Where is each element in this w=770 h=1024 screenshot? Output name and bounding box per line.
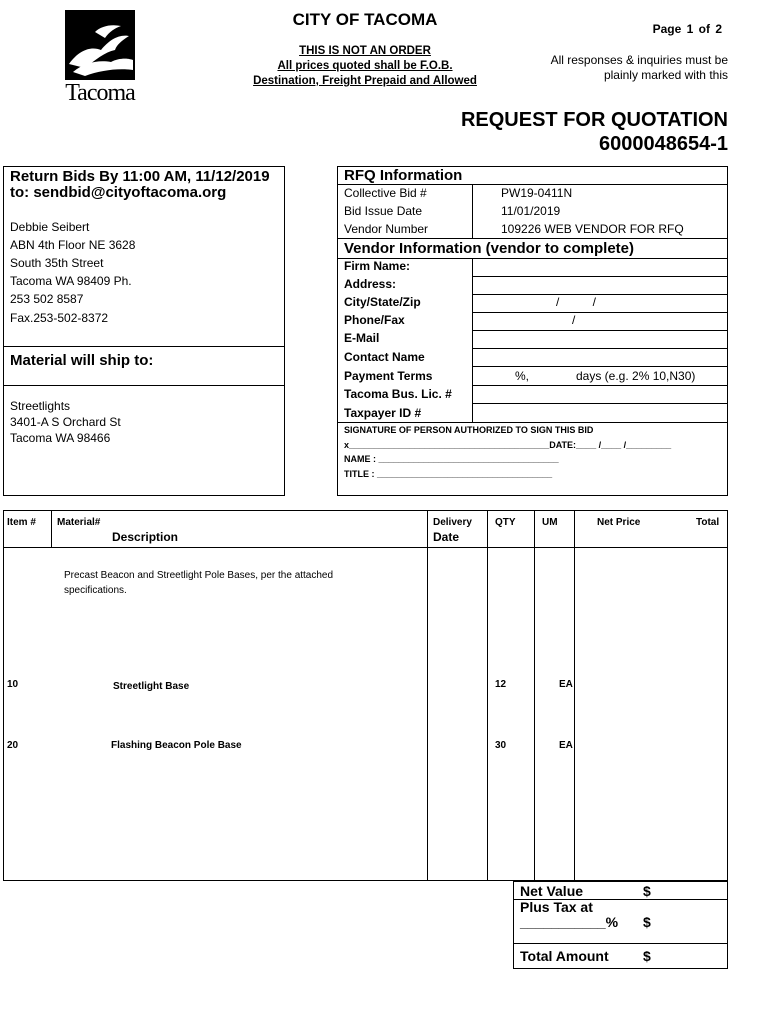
table-row-description: Streetlight Base xyxy=(113,681,190,692)
rfq-info-heading: RFQ Information xyxy=(344,167,463,184)
email-input[interactable] xyxy=(474,332,726,347)
rfq-value: 109226 WEB VENDOR FOR RFQ xyxy=(501,222,684,236)
vendor-field-label: Firm Name: xyxy=(344,259,411,273)
total-amount-label: Total Amount xyxy=(520,948,609,964)
vendor-field-label: Contact Name xyxy=(344,350,425,364)
col-net-price-header: Net Price xyxy=(597,517,641,528)
rfq-label: Bid Issue Date xyxy=(344,204,423,218)
vendor-field-label: Payment Terms xyxy=(344,369,433,383)
col-date-header: Date xyxy=(433,530,460,544)
tax-dollar: $ xyxy=(643,914,651,930)
contact-name-input[interactable] xyxy=(474,350,726,365)
contact-line: Fax.253-502-8372 xyxy=(10,311,109,325)
signature-title-line[interactable]: TITLE : ___________________________________ xyxy=(344,469,553,479)
table-row-item: 20 xyxy=(7,740,19,751)
city-name: CITY OF TACOMA xyxy=(292,10,438,29)
response-line: All responses & inquiries must be xyxy=(550,53,728,67)
rfq-number: 6000048654-1 xyxy=(598,133,728,155)
col-delivery-header: Delivery xyxy=(433,517,472,528)
col-description-header: Description xyxy=(112,530,179,544)
rfq-label: Collective Bid # xyxy=(344,186,427,200)
table-row-qty: 30 xyxy=(495,740,507,751)
payment-days[interactable]: days (e.g. 2% 10,N30) xyxy=(576,369,696,383)
response-line: plainly marked with this xyxy=(603,68,728,82)
total-amount-dollar: $ xyxy=(643,948,651,964)
col-total-header: Total xyxy=(696,517,720,528)
return-bids-box xyxy=(3,166,285,496)
contact-line: Tacoma WA 98409 Ph. xyxy=(10,274,132,288)
payment-pct[interactable]: %, xyxy=(515,369,530,383)
logo-text: Tacoma xyxy=(65,80,135,106)
ship-to-heading: Material will ship to: xyxy=(10,352,154,369)
col-um-header: UM xyxy=(542,517,558,528)
rfq-title-block xyxy=(380,108,728,156)
vendor-field-label: City/State/Zip xyxy=(344,295,421,309)
plus-tax-label: Plus Tax at xyxy=(520,899,593,915)
city-logo xyxy=(65,10,135,112)
ship-to-line: Tacoma WA 98466 xyxy=(10,431,111,445)
rfq-value: 11/01/2019 xyxy=(501,204,561,218)
signature-name-line[interactable]: NAME : ____________________________________ xyxy=(344,454,559,464)
contact-line: 253 502 8587 xyxy=(10,292,84,306)
ship-to-line: 3401-A S Orchard St xyxy=(10,415,121,429)
not-order-notice xyxy=(230,44,500,89)
bus-lic-input[interactable] xyxy=(474,387,726,402)
contact-line: Debbie Seibert xyxy=(10,220,90,234)
vendor-field-label: E-Mail xyxy=(344,331,380,345)
net-value-dollar: $ xyxy=(643,883,651,899)
vendor-field-label: Phone/Fax xyxy=(344,313,405,327)
firm-name-input[interactable] xyxy=(474,260,726,275)
fob-line: All prices quoted shall be F.O.B. xyxy=(277,60,453,72)
vendor-info-heading: Vendor Information (vendor to complete) xyxy=(344,240,635,257)
page-label: Page 1 of xyxy=(652,22,710,36)
taxpayer-id-input[interactable] xyxy=(474,405,726,420)
vendor-field-label: Tacoma Bus. Lic. # xyxy=(344,387,452,401)
table-row-item: 10 xyxy=(7,679,19,690)
city-state-zip-input[interactable]: / / xyxy=(556,295,597,309)
net-value-label: Net Value xyxy=(520,883,584,899)
col-item-header: Item # xyxy=(7,517,36,528)
table-row-description: Flashing Beacon Pole Base xyxy=(111,740,242,751)
col-material-header: Material# xyxy=(57,517,101,528)
vendor-field-label: Address: xyxy=(344,277,397,291)
return-bids-email[interactable]: to: sendbid@cityoftacoma.org xyxy=(10,184,227,201)
return-bids-line1: Return Bids By 11:00 AM, 11/12/2019 xyxy=(10,168,270,185)
freight-line: Destination, Freight Prepaid and Allowed xyxy=(253,75,477,87)
table-row-qty: 12 xyxy=(495,679,507,690)
contact-line: ABN 4th Floor NE 3628 xyxy=(10,238,136,252)
vendor-field-label: Taxpayer ID # xyxy=(344,406,422,420)
items-table xyxy=(3,510,728,881)
phone-fax-input[interactable]: / xyxy=(572,313,576,327)
item-intro: Precast Beacon and Streetlight Pole Bases, per the attached xyxy=(64,570,334,581)
ship-to-line: Streetlights xyxy=(10,399,71,413)
response-notice xyxy=(510,53,728,83)
table-row-um: EA xyxy=(559,679,573,690)
address-input[interactable] xyxy=(474,278,726,293)
rfq-title: REQUEST FOR QUOTATION xyxy=(460,109,728,131)
rfq-value: PW19-0411N xyxy=(501,186,573,200)
contact-line: South 35th Street xyxy=(10,256,104,270)
tax-percent-input[interactable]: ___________% xyxy=(520,914,619,930)
signature-heading: SIGNATURE OF PERSON AUTHORIZED TO SIGN THIS BID xyxy=(344,425,594,435)
page-indicator xyxy=(600,22,722,36)
item-intro: specifications. xyxy=(64,585,127,596)
signature-line[interactable]: x________________________________________DATE:____ /____ /_________ xyxy=(344,440,672,450)
rfq-label: Vendor Number xyxy=(344,222,429,236)
not-order-line: THIS IS NOT AN ORDER xyxy=(299,45,431,57)
table-row-um: EA xyxy=(559,740,573,751)
page-total: 2 xyxy=(715,22,722,36)
col-qty-header: QTY xyxy=(495,517,516,528)
